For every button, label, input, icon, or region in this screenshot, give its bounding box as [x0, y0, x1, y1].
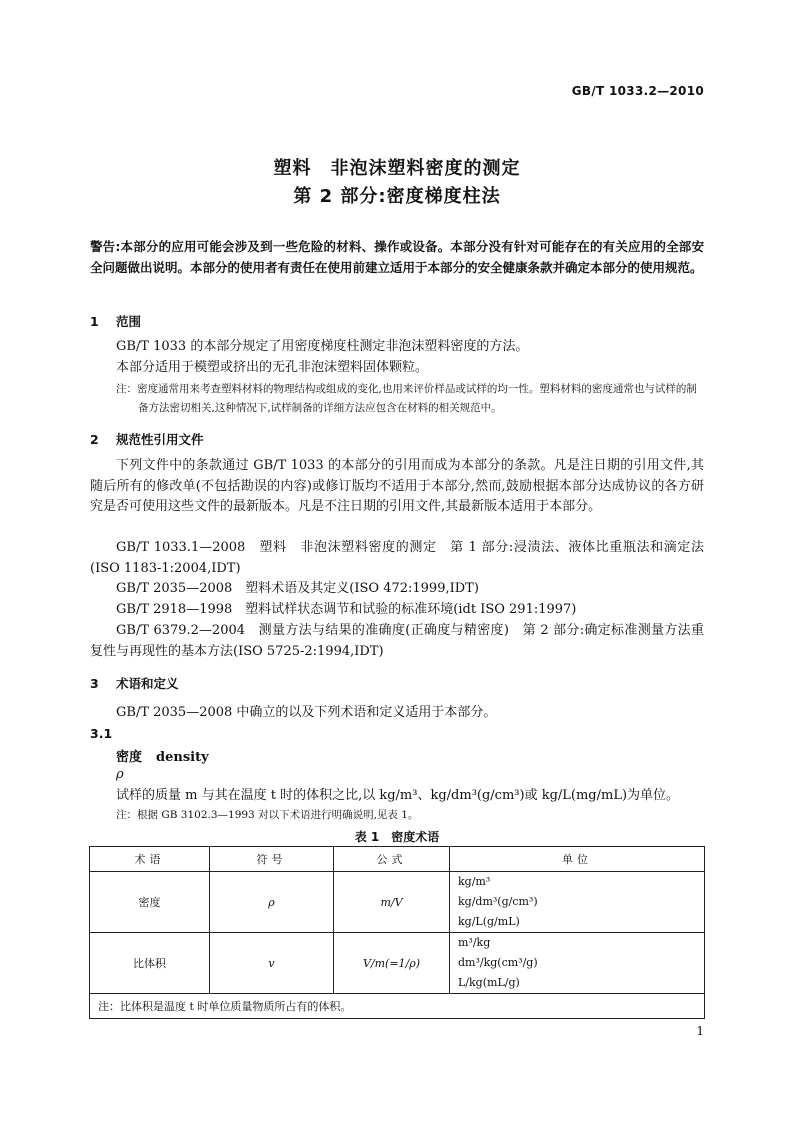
unit-line: kg/m³: [458, 875, 491, 888]
term-en: density: [156, 750, 209, 765]
term-definition: 试样的质量 m 与其在温度 t 时的体积之比,以 kg/m³、kg/dm³(g/cm³)或 kg/L(mg/mL)为单位。: [116, 788, 680, 803]
cell-symbol: ρ: [210, 872, 334, 933]
table-caption: 表 1 密度术语: [354, 830, 440, 844]
cell-symbol: v: [210, 933, 334, 994]
section-2-heading: [90, 430, 204, 448]
header-term: 术语: [90, 847, 210, 872]
table-footnote-row: [90, 994, 705, 1019]
scope-paragraph-1: GB/T 1033 的本部分规定了用密度梯度柱测定非泡沫塑料密度的方法。: [116, 339, 529, 354]
table-row: [90, 872, 705, 933]
section-number: 2: [90, 432, 99, 447]
reference-item: GB/T 1033.1—2008 塑料 非泡沫塑料密度的测定 第 1 部分:浸渍法、液体比重瓶法和滴定法(ISO 1183-1:2004,IDT): [90, 540, 704, 576]
table-header-row: [90, 847, 705, 872]
header-formula: 公式: [334, 847, 450, 872]
cell-units: [450, 872, 705, 933]
standard-code: GB/T 1033.2—2010: [571, 84, 704, 98]
section-number: 1: [90, 314, 99, 329]
density-terms-table: [89, 846, 705, 1019]
cell-term: 比体积: [90, 933, 210, 994]
unit-line: dm³/kg(cm³/g): [458, 956, 538, 969]
warning-paragraph: 警告:本部分的应用可能会涉及到一些危险的材料、操作或设备。本部分没有针对可能存在的有关应用的全部安全问题做出说明。本部分的使用者有责任在使用前建立适用于本部分的安全健康条款并确定本部分的使用规范。: [90, 239, 704, 275]
header-symbol: 符号: [210, 847, 334, 872]
document-title: 塑料 非泡沫塑料密度的测定: [273, 158, 521, 179]
unit-line: kg/dm³(g/cm³): [458, 895, 538, 908]
reference-item: GB/T 2035—2008 塑料术语及其定义(ISO 472:1999,IDT): [116, 581, 479, 596]
references-intro: 下列文件中的条款通过 GB/T 1033 的本部分的引用而成为本部分的条款。凡是注日期的引用文件,其随后所有的修改单(不包括勘误的内容)或修订版均不适用于本部分,然而,鼓励根据本部分达成协议的各方研究是否可使用这些文件的最新版本。凡是不注日期的引用文件,其最新版本适用于本部分。: [90, 458, 704, 514]
reference-item: GB/T 6379.2—2004 测量方法与结果的准确度(正确度与精密度) 第 2 部分:确定标准测量方法重复性与再现性的基本方法(ISO 5725-2:1994,IDT): [90, 623, 704, 659]
term-cn: 密度: [116, 750, 143, 765]
scope-note: [116, 380, 704, 418]
terms-intro: GB/T 2035—2008 中确立的以及下列术语和定义适用于本部分。: [116, 705, 497, 720]
section-number: 3: [90, 676, 99, 691]
document-subtitle: 第 2 部分:密度梯度柱法: [293, 186, 501, 207]
reference-item: GB/T 2918—1998 塑料试样状态调节和试验的标准环境(idt ISO 291:1997): [116, 602, 577, 617]
cell-formula: V/m(=1/ρ): [334, 933, 450, 994]
subsection-number: 3.1: [90, 726, 113, 741]
table-row: [90, 933, 705, 994]
header-unit: 单位: [450, 847, 705, 872]
section-1-heading: [90, 312, 141, 330]
scope-note-text: 注：密度通常用来考查塑料材料的物理结构或组成的变化,也用来评价样品或试样的均一性。塑料材料的密度通常也与试样的制备方法密切相关,这种情况下,试样制备的详细方法应包含在材料的相关规范中。: [116, 383, 697, 414]
unit-line: m³/kg: [458, 936, 491, 949]
cell-formula: m/V: [334, 872, 450, 933]
unit-line: kg/L(g/mL): [458, 915, 520, 928]
cell-term: 密度: [90, 872, 210, 933]
scope-paragraph-2: 本部分适用于模塑或挤出的无孔非泡沫塑料固体颗粒。: [116, 360, 429, 375]
term-entry: [116, 746, 209, 765]
section-title: 规范性引用文件: [116, 432, 204, 447]
cell-units: [450, 933, 705, 994]
section-title: 范围: [116, 314, 142, 329]
page-number: 1: [696, 1024, 704, 1038]
term-symbol: ρ: [116, 767, 124, 782]
terms-note: 注：根据 GB 3102.3—1993 对以下术语进行明确说明,见表 1。: [116, 809, 419, 821]
unit-line: L/kg(mL/g): [458, 976, 520, 989]
table-footnote: 注：比体积是温度 t 时单位质量物质所占有的体积。: [90, 994, 705, 1019]
section-title: 术语和定义: [116, 676, 179, 691]
section-3-heading: [90, 674, 179, 692]
